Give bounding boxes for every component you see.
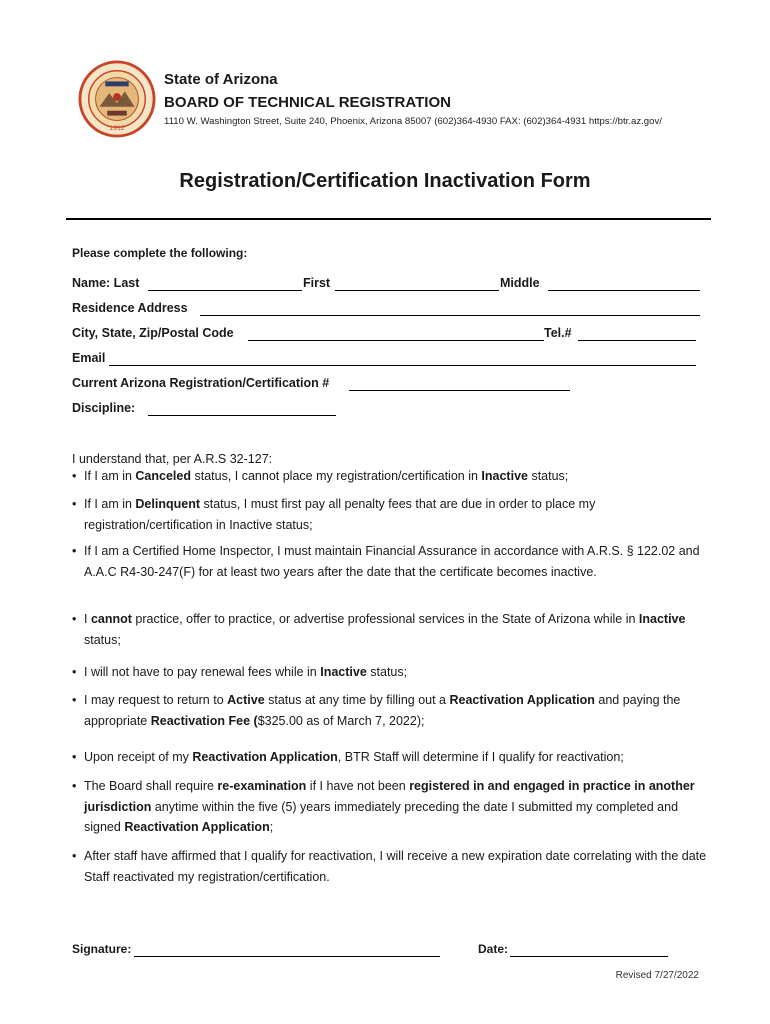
bullet-marker: • [72,469,77,483]
bullet-emphasis: Reactivation Fee ( [150,713,258,728]
statement-intro: I understand that, per A.R.S 32-127: [72,452,273,466]
organization-address: 1110 W. Washington Street, Suite 240, Phoenix, Arizona 85007 (602)364-4930 FAX: (602)364-4931 https://btr.az.gov/ [164,116,662,127]
bullet-text: If I am a Certified Home Inspector, I must maintain Financial Assurance in accordance with A.R.S. § 122.02 and A.A.C R4-30-247(F) for at least two years after the date that the certificate becomes inactive. [84,544,700,579]
bullet-emphasis: Active [227,693,265,707]
statement-bullet [72,747,708,768]
bullet-emphasis: Inactive [638,612,686,626]
bullet-text: status, I cannot place my registration/certification in [191,469,482,483]
bullet-text: status; [84,632,121,647]
statement-bullet [72,776,708,838]
signature-label: Signature: [72,942,132,956]
bullet-text: status; [527,469,569,483]
city-label: City, State, Zip/Postal Code [72,326,234,340]
date-label: Date: [478,942,509,956]
bullet-marker: • [72,779,77,793]
bullet-text: status at any time by filling out a [264,693,450,707]
discipline-label: Discipline: [72,401,136,415]
first-name-label: First [303,276,331,290]
state-seal-logo [78,60,156,138]
bullet-marker: • [72,693,77,707]
bullet-marker: • [72,849,77,863]
name-row [72,276,139,290]
seal-year: 1912 [109,125,125,133]
bullet-emphasis: re-examination [217,779,307,793]
bullet-marker: • [72,750,77,764]
bullet-text: if I have not been [306,779,410,793]
statement-bullet [72,846,708,887]
statement-bullet [72,466,708,487]
residence-field[interactable] [200,315,700,316]
bullet-emphasis: Reactivation Application [192,750,338,764]
bullet-marker: • [72,665,77,679]
tel-field[interactable] [578,340,696,341]
email-label: Email [72,351,106,365]
middle-name-label: Middle [500,276,540,290]
registration-number-label: Current Arizona Registration/Certification # [72,376,330,390]
residence-label: Residence Address [72,301,188,315]
signature-field[interactable] [134,956,440,957]
bullet-emphasis: Reactivation Application [449,693,595,707]
discipline-field[interactable] [148,415,336,416]
statement-bullet [72,690,708,731]
organization-state: State of Arizona [164,71,278,88]
statement-bullet [72,662,708,683]
organization-board-name: BOARD OF TECHNICAL REGISTRATION [164,94,451,111]
bullet-emphasis: cannot [90,612,132,626]
city-field[interactable] [248,340,544,341]
bullet-text: and paying the appropriate [84,693,681,728]
bullet-text: Upon receipt of my [84,750,193,764]
email-field[interactable] [109,365,696,366]
last-name-label: Name: Last [72,276,140,290]
bullet-text: If I am in [84,469,136,483]
bullet-text: I will not have to pay renewal fees while in [84,665,321,679]
bullet-text: I may request to return to [84,693,228,707]
bullet-text: $325.00 as of March 7, 2022); [257,713,425,728]
bullet-text: anytime within the five (5) years immediately preceding the date I submitted my completed and signed [84,799,679,834]
bullet-emphasis: registered in and engaged in practice in another jurisdiction [84,779,695,814]
bullet-text: status; [366,665,408,679]
statement-bullet [72,609,708,650]
bullet-marker: • [72,612,77,626]
first-name-field[interactable] [335,290,499,291]
bullet-marker: • [72,544,77,558]
bullet-emphasis: Canceled [135,469,191,483]
bullet-text: If I am in [84,497,136,511]
form-title: Registration/Certification Inactivation Form [179,170,591,192]
bullet-text: practice, offer to practice, or advertise professional services in the State of Arizona while in [131,612,639,626]
form-prompt: Please complete the following: [72,246,248,260]
title-divider [66,218,711,220]
bullet-text: The Board shall require [84,779,218,793]
bullet-emphasis: Delinquent [135,497,200,511]
bullet-marker: • [72,497,77,511]
middle-name-field[interactable] [548,290,700,291]
tel-label: Tel.# [544,326,572,340]
bullet-text: After staff have affirmed that I qualify for reactivation, I will receive a new expiration date correlating with the date Staff reactivated my registration/certification. [84,849,707,884]
statement-bullet [72,494,708,535]
bullet-emphasis: Reactivation Application [124,820,270,834]
bullet-emphasis: Inactive [320,665,367,679]
bullet-text: status, I must first pay all penalty fees that are due in order to place my registration/certification in Inactive status; [84,497,596,532]
bullet-text: I [84,612,91,626]
bullet-text: ; [269,820,274,834]
date-field[interactable] [510,956,668,957]
revision-date: Revised 7/27/2022 [615,970,699,981]
bullet-emphasis: Inactive [481,469,528,483]
statement-bullet [72,541,708,582]
registration-number-field[interactable] [349,390,570,391]
last-name-field[interactable] [148,290,302,291]
bullet-text: , BTR Staff will determine if I qualify for reactivation; [337,750,624,764]
